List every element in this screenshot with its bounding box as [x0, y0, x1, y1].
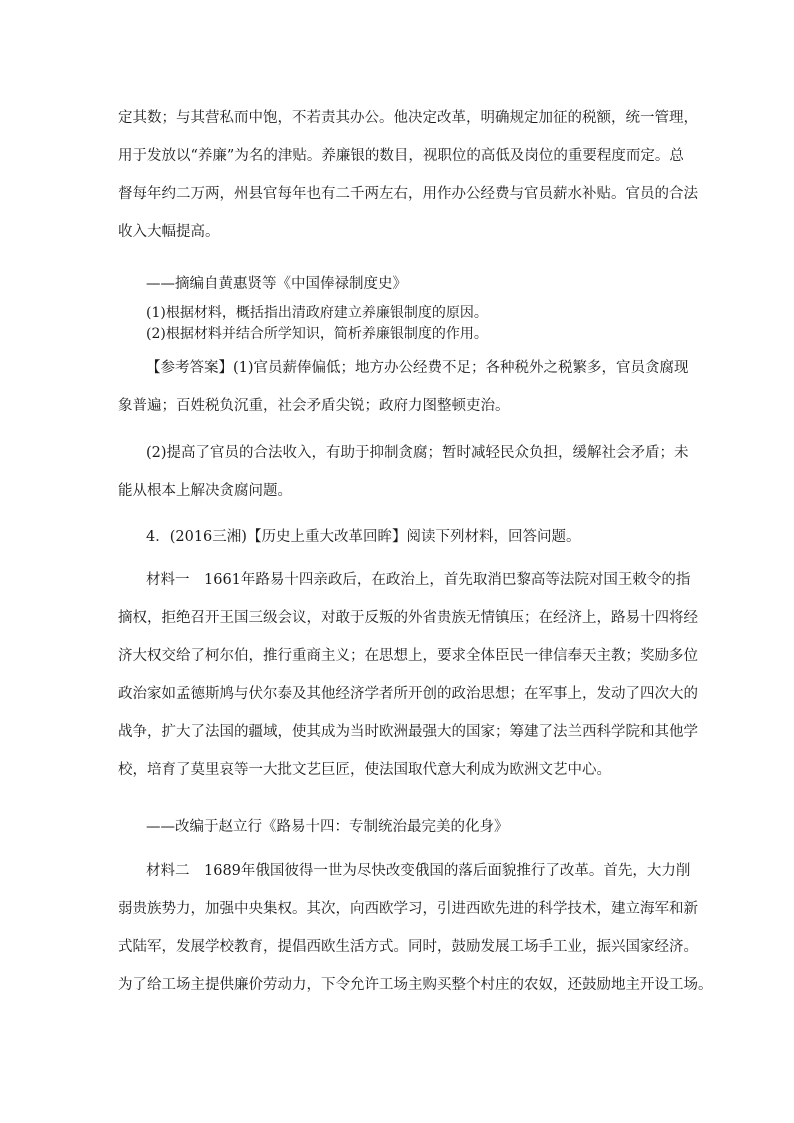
- text-line: 收入大幅提高。: [118, 224, 220, 240]
- text-line: 象普遍；百姓税负沉重，社会矛盾尖锐；政府力图整顿吏治。: [118, 398, 510, 414]
- text-line: (2)提高了官员的合法收入，有助于抑制贪腐；暂时减轻民众负担，缓解社会矛盾；未: [146, 445, 689, 461]
- material-1: [118, 561, 698, 789]
- question-1: (1)根据材料，概括指出清政府建立养廉银制度的原因。: [146, 305, 488, 321]
- questions-block: [118, 303, 680, 345]
- text-line: 【参考答案】(1)官员薪俸偏低；地方办公经费不足；各种税外之税繁多，官员贪腐现: [146, 360, 689, 376]
- question-4-text: 4．(2016三湘)【历史上重大改革回眸】阅读下列材料，回答问题。: [146, 529, 581, 545]
- citation-text: ——改编于赵立行《路易十四：专制统治最完美的化身》: [146, 819, 509, 835]
- source-citation-2: [118, 808, 680, 846]
- text-line: 材料二 1689年俄国彼得一世为尽快改变俄国的落后面貌推行了改革。首先，大力削: [146, 863, 691, 879]
- text-line: 摘权，拒绝召开王国三级会议，对敢于反叛的外省贵族无情镇压；在经济上，路易十四将经: [118, 610, 698, 626]
- text-line: 用于发放以“养廉”为名的津贴。养廉银的数目，视职位的高低及岗位的重要程度而定。总: [118, 148, 684, 164]
- question-4-heading: [118, 518, 680, 556]
- text-line: 战争，扩大了法国的疆域，使其成为当时欧洲最强大的国家；筹建了法兰西科学院和其他学: [118, 724, 698, 740]
- text-line: 政治家如孟德斯鸠与伏尔泰及其他经济学者所开创的政治思想；在军事上，发动了四次大的: [118, 686, 698, 702]
- text-line: 式陆军，发展学校教育，提倡西欧生活方式。同时，鼓励发展工场手工业，振兴国家经济。: [118, 939, 698, 955]
- reference-answer-2: [118, 434, 689, 510]
- material-2: [118, 852, 713, 1004]
- reference-answer-1: [118, 349, 689, 425]
- question-2: (2)根据材料并结合所学知识，简析养廉银制度的作用。: [146, 326, 488, 342]
- text-line: 材料一 1661年路易十四亲政后，在政治上，首先取消巴黎高等法院对国王敕令的指: [146, 572, 691, 588]
- text-line: 督每年约二万两，州县官每年也有二千两左右，用作办公经费与官员薪水补贴。官员的合法: [118, 186, 698, 202]
- text-line: 能从根本上解决贪腐问题。: [118, 483, 292, 499]
- text-line: 定其数；与其营私而中饱，不若责其办公。他决定改革，明确规定加征的税额，统一管理，: [118, 110, 698, 126]
- text-line: 校，培育了莫里哀等一大批文艺巨匠，使法国取代意大利成为欧洲文艺中心。: [118, 762, 611, 778]
- citation-text: ——摘编自黄惠贤等《中国俸禄制度史》: [146, 276, 407, 292]
- source-citation-1: [118, 265, 680, 303]
- text-line: 为了给工场主提供廉价劳动力，下令允许工场主购买整个村庄的农奴，还鼓励地主开设工场。: [118, 977, 713, 993]
- text-line: 弱贵族势力，加强中央集权。其次，向西欧学习，引进西欧先进的科学技术，建立海军和新: [118, 901, 698, 917]
- paragraph-yanglian-reform: [118, 99, 698, 251]
- text-line: 济大权交给了柯尔伯，推行重商主义；在思想上，要求全体臣民一律信奉天主教；奖励多位: [118, 648, 698, 664]
